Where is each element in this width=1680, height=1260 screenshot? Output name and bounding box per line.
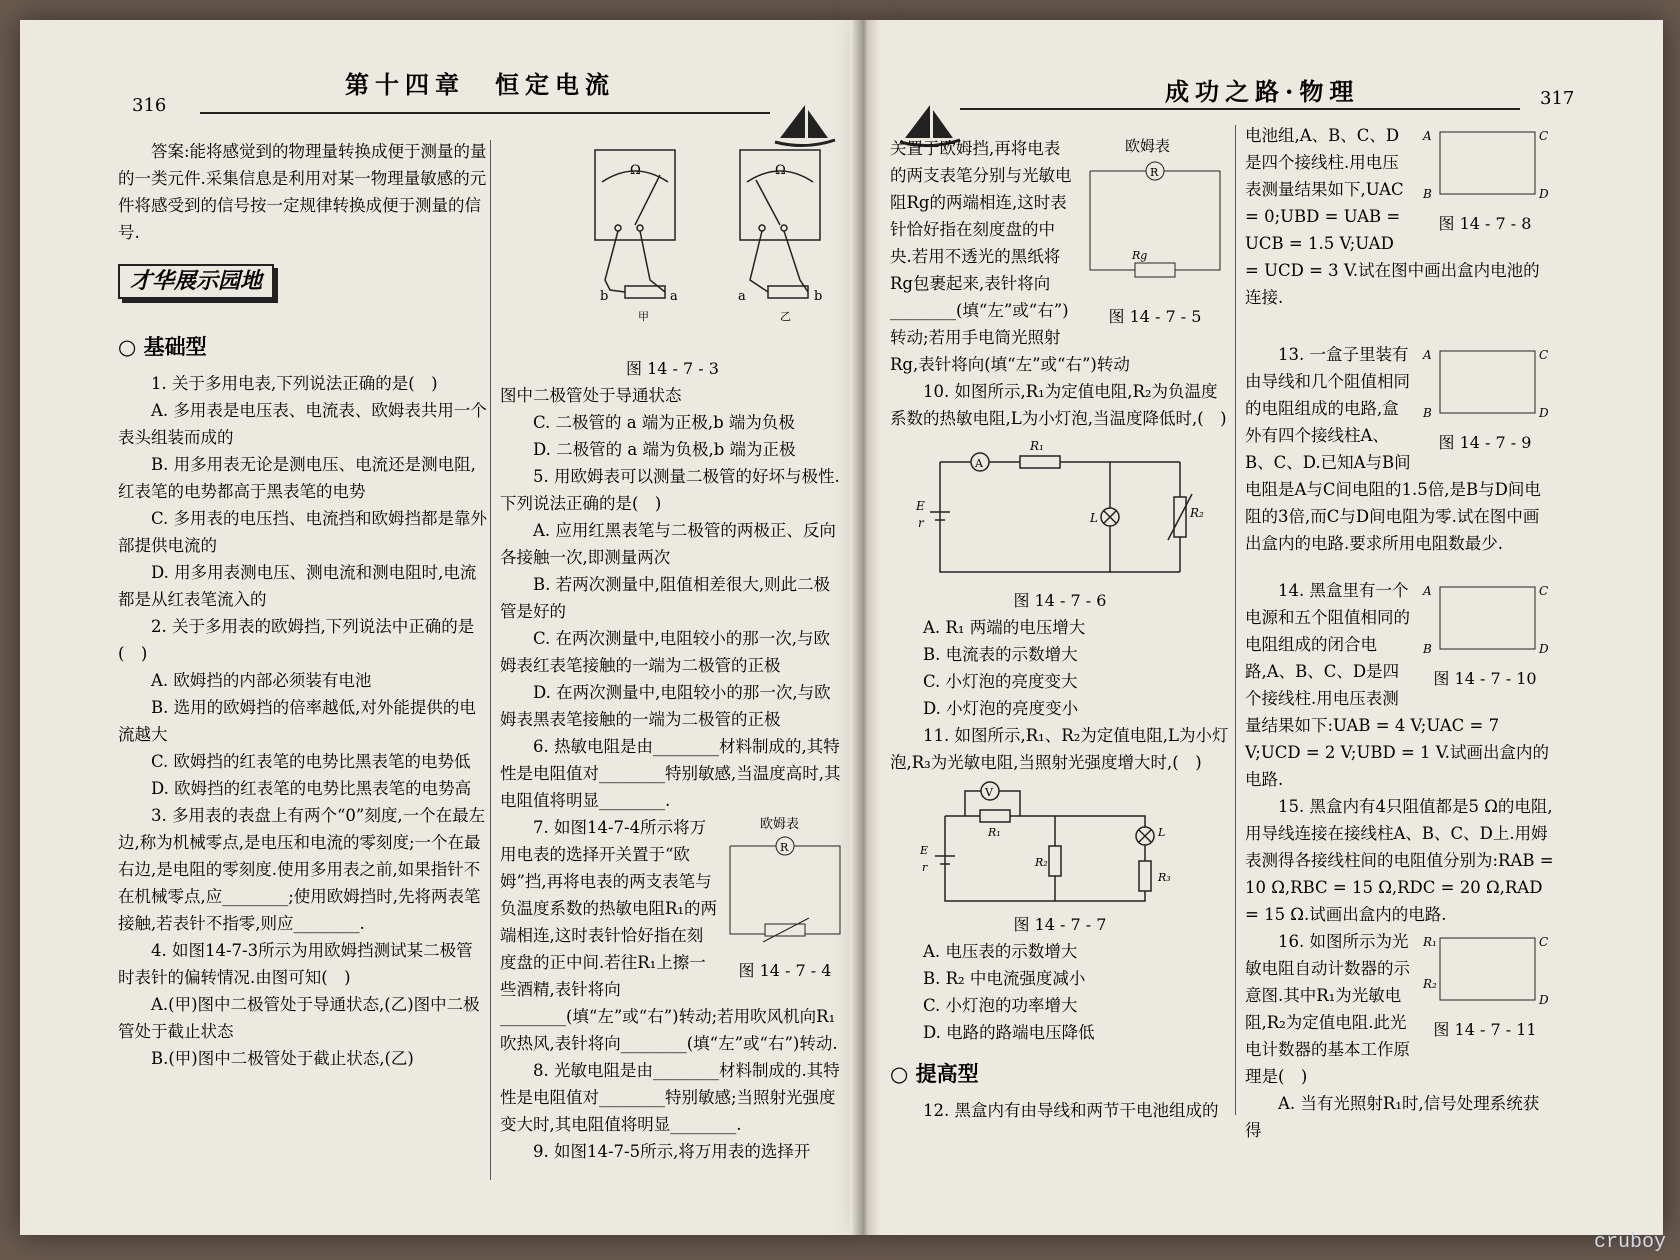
section-banner: 才华展示园地	[118, 264, 274, 299]
watermark: cruboy	[1593, 1231, 1666, 1254]
caption-14-7-6: 图 14 - 7 - 6	[1013, 591, 1107, 610]
caption-14-7-5: 图 14 - 7 - 5	[1108, 307, 1202, 326]
fig10-label-a: A	[1423, 584, 1432, 598]
fig7-r1-label: R₁	[988, 826, 1001, 839]
fig11-label-d: D	[1539, 993, 1549, 1007]
section-heading-basic: ○ 基础型	[118, 334, 207, 359]
book-gutter	[850, 20, 880, 1235]
figure-14-7-11	[1415, 928, 1555, 1043]
column-divider-left	[490, 140, 491, 1180]
fig6-r1-label: R₁	[1030, 439, 1044, 453]
q5-option-d: D. 在两次测量中,电阻较小的那一次,与欧姆表黑表笔接触的一端为二极管的正极	[500, 683, 831, 729]
caption-14-7-9: 图 14 - 7 - 9	[1438, 433, 1532, 452]
figure-14-7-10	[1415, 577, 1555, 692]
question-13: 13. 一盒子里装有由导线和几个阻值相同的电阻组成的电路,盒外有四个接线柱A、B、C、D.已知A与B间电阻是A与C间电阻的1.5倍,是B与D间电阻的3倍,而C与D间电阻为零.试在图中画出盒内的电路.要求所用电阻数最少.	[1245, 345, 1541, 553]
q1-option-c: C. 多用表的电压挡、电流挡和欧姆挡都是靠外部提供电流的	[118, 509, 488, 555]
label-jia: 甲	[638, 310, 649, 323]
left-column-1	[118, 138, 488, 1072]
fig8-label-c: C	[1539, 129, 1549, 143]
chapter-title: 第十四章 恒定电流	[345, 70, 615, 99]
q1-option-b: B. 用多用表无论是测电压、电流还是测电阻,红表笔的电势都高于黑表笔的电势	[118, 455, 476, 501]
fig9-label-c: C	[1539, 348, 1549, 362]
q1-option-a: A. 多用表是电压表、电流表、欧姆表共用一个表头组装而成的	[118, 401, 487, 447]
q2-option-b: B. 选用的欧姆挡的倍率越低,对外能提供的电流越大	[118, 698, 476, 744]
q11-option-d: D. 电路的路端电压降低	[923, 1023, 1095, 1042]
figure-14-7-6	[910, 432, 1230, 587]
left-column-2	[500, 140, 845, 1165]
book-title: 成功之路·物理	[1165, 77, 1360, 106]
question-5: 5. 用欧姆表可以测量二极管的好坏与极性.下列说法正确的是( )	[500, 467, 840, 513]
right-column-1	[890, 135, 1230, 1124]
fig7-e-label: E	[920, 844, 929, 857]
label-yi: 乙	[780, 310, 791, 323]
figure-14-7-8	[1415, 122, 1555, 237]
fig8-label-b: B	[1423, 187, 1432, 201]
label-a-yi: a	[738, 289, 746, 304]
q4-option-c: C. 二极管的 a 端为正极,b 端为负极	[533, 413, 795, 432]
question-12: 12. 黑盒内有由导线和两节干电池组成的	[923, 1101, 1219, 1120]
q4-option-a: A.(甲)图中二极管处于导通状态,(乙)图中二极管处于截止状态	[118, 995, 480, 1041]
right-column-2	[1245, 122, 1555, 1144]
caption-14-7-10: 图 14 - 7 - 10	[1433, 669, 1537, 688]
fig11-label-r1: R₁	[1423, 935, 1437, 949]
omega-label-jia: Ω	[630, 163, 641, 178]
question-10: 10. 如图所示,R₁为定值电阻,R₂为负温度系数的热敏电阻,L为小灯泡,当温度降低时,( )	[890, 382, 1227, 428]
question-9: 9. 如图14-7-5所示,将万用表的选择开	[533, 1142, 811, 1161]
page-number-left: 316	[132, 95, 167, 116]
caption-14-7-7: 图 14 - 7 - 7	[1013, 915, 1107, 934]
question-3: 3. 多用表的表盘上有两个“0”刻度,一个在最左边,称为机械零点,是电压和电流的零刻度;一个在最右边,是电阻的零刻度.使用多用表之前,如果指针不在机械零点,应________;使用欧姆挡时,先将两表笔接触,若表针不指零,则应________.	[118, 806, 486, 933]
q2-option-d: D. 欧姆挡的红表笔的电势比黑表笔的电势高	[151, 779, 472, 798]
fig6-ammeter-label: A	[975, 457, 983, 470]
fig6-r2-label: R₂	[1190, 506, 1204, 520]
label-a-jia: a	[670, 289, 678, 304]
fig7-r2-label: R₂	[1035, 856, 1048, 869]
q10-option-c: C. 小灯泡的亮度变大	[923, 672, 1078, 691]
fig5-ohmmeter-symbol: R	[1150, 166, 1159, 179]
figure-14-7-9	[1415, 341, 1555, 456]
q11-option-a: A. 电压表的示数增大	[923, 942, 1078, 961]
fig8-label-a: A	[1423, 129, 1432, 143]
fig8-label-d: D	[1539, 187, 1549, 201]
caption-14-7-11: 图 14 - 7 - 11	[1433, 1020, 1537, 1039]
q2-option-c: C. 欧姆挡的红表笔的电势比黑表笔的电势低	[151, 752, 471, 771]
question-4: 4. 如图14-7-3所示为用欧姆挡测试某二极管时表针的偏转情况.由图可知( )	[118, 941, 473, 987]
q11-option-c: C. 小灯泡的功率增大	[923, 996, 1078, 1015]
q5-option-c: C. 在两次测量中,电阻较小的那一次,与欧姆表红表笔接触的一端为二极管的正极	[500, 629, 831, 675]
q4-option-b-cont: 图中二极管处于导通状态	[500, 386, 682, 405]
fig7-r-label: r	[922, 861, 928, 874]
question-2: 2. 关于多用表的欧姆挡,下列说法中正确的是( )	[118, 617, 475, 663]
label-b-jia: b	[600, 289, 609, 304]
q16-option-a: A. 当有光照射R₁时,信号处理系统获得	[1245, 1094, 1540, 1140]
fig10-label-b: B	[1423, 642, 1432, 656]
section-heading-advanced: ○ 提高型	[890, 1061, 979, 1086]
ohmmeter-symbol: R	[780, 841, 789, 854]
question-9-cont: 关置于欧姆挡,再将电表的两支表笔分别与光敏电阻Rg的两端相连,这时表针恰好指在刻度盘的中央.若用不透光的黑纸将Rg包裹起来,表针将向________(填“左”或“右”)转动;若用手电筒光照射Rg,表针将向(填“左”或“右”)转动	[890, 139, 1130, 374]
q1-option-d: D. 用多用表测电压、测电流和测电阻时,电流都是从红表笔流入的	[118, 563, 477, 609]
caption-14-7-3: 图 14 - 7 - 3	[626, 359, 719, 378]
fig5-title: 欧姆表	[1125, 137, 1171, 155]
q4-option-b: B.(甲)图中二极管处于截止状态,(乙)	[151, 1049, 414, 1068]
fig5-rg-label: Rg	[1132, 249, 1148, 262]
question-12-cont: 电池组,A、B、C、D是四个接线柱.用电压表测量结果如下,UAC = 0;UBD = UAB = UCB = 1.5 V;UAD = UCD = 3 V.试在图中画出盒内电池的连接.	[1245, 126, 1540, 307]
question-16: 16. 如图所示为光敏电阻自动计数器的示意图.其中R₁为光敏电阻,R₂为定值电阻.此光电计数器的基本工作原理是( )	[1245, 932, 1410, 1086]
caption-14-7-8: 图 14 - 7 - 8	[1438, 214, 1532, 233]
fig9-label-d: D	[1539, 406, 1549, 420]
question-1: 1. 关于多用电表,下列说法正确的是( )	[151, 374, 438, 393]
caption-14-7-4: 图 14 - 7 - 4	[738, 961, 832, 980]
fig11-label-c: C	[1539, 935, 1549, 949]
q10-option-a: A. R₁ 两端的电压增大	[923, 618, 1086, 637]
question-6: 6. 热敏电阻是由________材料制成的,其特性是电阻值对________特别敏感,当温度高时,其电阻值将明显________.	[500, 737, 841, 810]
question-8: 8. 光敏电阻是由________材料制成的.其特性是电阻值对________特别敏感;当照射光强度变大时,其电阻值将明显________.	[500, 1061, 840, 1134]
label-b-yi: b	[814, 289, 823, 304]
fig9-label-b: B	[1423, 406, 1432, 420]
fig7-voltmeter-label: V	[985, 786, 993, 799]
fig4-title: 欧姆表	[760, 817, 800, 832]
q4-option-d: D. 二极管的 a 端为负极,b 端为正极	[533, 440, 796, 459]
fig6-e-label: E	[916, 499, 925, 513]
q10-option-d: D. 小灯泡的亮度变小	[923, 699, 1079, 718]
question-14: 14. 黑盒里有一个电源和五个阻值相同的电阻组成的闭合电路,A、B、C、D是四个接线柱.用电压表测量结果如下:UAB = 4 V;UAC = 7 V;UCD = 2 V;UBD = 1 V.试画出盒内的电路.	[1245, 581, 1550, 789]
q5-option-a: A. 应用红黑表笔与二极管的两极正、反向各接触一次,即测量两次	[500, 521, 836, 567]
fig6-lamp-label: L	[1090, 511, 1098, 525]
q11-option-b: B. R₂ 中电流强度减小	[923, 969, 1086, 988]
fig9-label-a: A	[1423, 348, 1432, 362]
fig11-label-r2: R₂	[1423, 977, 1437, 991]
q5-option-b: B. 若两次测量中,阻值相差很大,则此二极管是好的	[500, 575, 831, 621]
fig6-r-label: r	[918, 516, 924, 530]
q2-option-a: A. 欧姆挡的内部必须装有电池	[151, 671, 372, 690]
figure-14-7-5	[1080, 135, 1230, 330]
question-7: 7. 如图14-7-4所示将万用电表的选择开关置于“欧姆”挡,再将电表的两支表笔与负温度系数的热敏电阻R₁的两端相连,这时表针恰好指在刻度盘的正中间.若往R₁上擦一些酒精,表针将向________(填“左”或“右”)转动;若用吹风机向R₁吹热风,表针将向________(填“左”或“右”)转动.	[500, 818, 838, 1053]
fig7-r3-label: R₃	[1158, 871, 1171, 884]
answer-text: 答案:能将感觉到的物理量转换成便于测量的量的一类元件.采集信息是利用对某一物理量敏感的元件将感受到的信号按一定规律转换成便于测量的信号.	[118, 142, 487, 242]
figure-14-7-3	[500, 140, 840, 355]
fig7-lamp-label: L	[1158, 826, 1166, 839]
question-15: 15. 黑盒内有4只阻值都是5 Ω的电阻,用导线连接在接线柱A、B、C、D上.用姆表测得各接线柱间的电阻值分别为:RAB = 10 Ω,RBC = 15 Ω,RDC = 20 Ω,RAD = 15 Ω.试画出盒内的电路.	[1245, 797, 1554, 924]
page-number-right: 317	[1540, 88, 1575, 109]
fig10-label-d: D	[1539, 642, 1549, 656]
header-rule-right	[960, 108, 1520, 110]
figure-14-7-4	[725, 814, 845, 984]
omega-label-yi: Ω	[775, 163, 786, 178]
question-11: 11. 如图所示,R₁、R₂为定值电阻,L为小灯泡,R₃为光敏电阻,当照射光强度增大时,( )	[890, 726, 1229, 772]
figure-14-7-7	[910, 776, 1230, 911]
fig10-label-c: C	[1539, 584, 1549, 598]
q10-option-b: B. 电流表的示数增大	[923, 645, 1078, 664]
column-divider-right	[1235, 125, 1236, 1115]
header-rule-left	[200, 112, 770, 114]
